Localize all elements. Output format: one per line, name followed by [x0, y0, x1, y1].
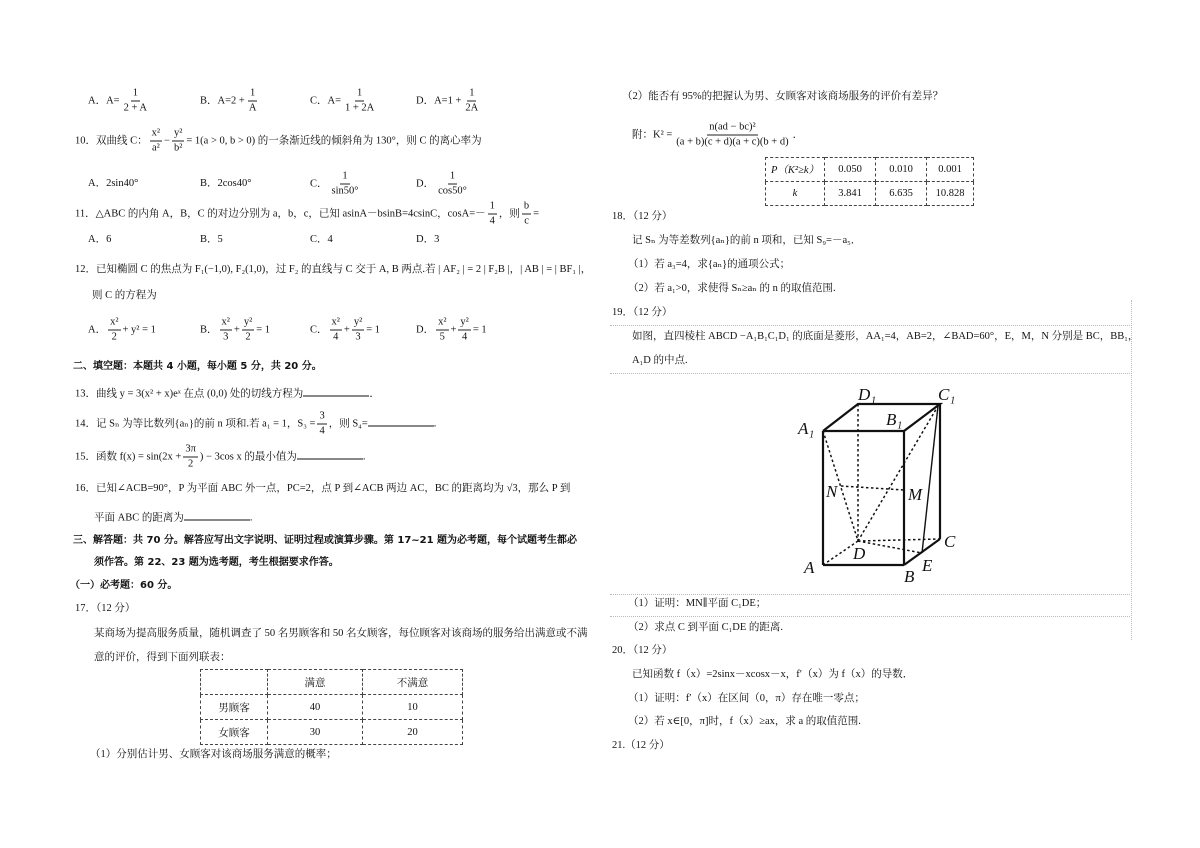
fraction [330, 170, 361, 199]
q18-text [632, 234, 861, 248]
fraction [522, 200, 531, 229]
q10-option-b [200, 177, 251, 191]
text-segment: B．2cos40° [200, 178, 252, 189]
text-segment: 16．已知∠ACB=90°，P 为平面 ABC 外一点，PC=2，点 P 到∠ACB 两边 AC，BC 的距离均为 √3，那么 P 到 [75, 483, 571, 494]
text-segment: 13．曲线 y = 3(x² + x)eˣ 在点 (0,0) 处的切线方程为 [75, 388, 304, 400]
q10-option-a [88, 177, 138, 191]
table-row [766, 182, 974, 206]
text-segment: + [450, 324, 457, 336]
q19-text [632, 330, 1138, 344]
denominator: 2 + A [123, 102, 148, 114]
fraction [172, 127, 184, 156]
text-segment: 12．已知椭圆 C 的焦点为 F₁(−1,0), F₂(1,0)，过 F₂ 的直线与 C 交于 A, B 两点.若 | AF₂ | = 2 | F₂B |，| AB | = | BF₁ |， [75, 264, 592, 275]
q21-heading [612, 739, 670, 753]
text-segment: D．A=1 + [416, 95, 462, 107]
text-segment: + [343, 324, 350, 336]
label-d: D [853, 544, 866, 563]
subsection-required [70, 579, 177, 593]
text-segment: D． [416, 324, 435, 336]
answer-blank[interactable] [303, 385, 369, 397]
text-segment: + [233, 324, 240, 336]
table-cell: 20 [363, 720, 463, 745]
numerator: 3π [183, 443, 198, 458]
fraction [242, 316, 254, 345]
text-segment: 如图，直四棱柱 ABCD −A₁B₁C₁D₁ 的底面是菱形，AA₁=4，AB=2，∠BAD=60°，E，M，N 分别是 BC，BB₁， [632, 331, 1139, 342]
section-3-heading [73, 534, 577, 548]
section-2-heading [73, 360, 322, 374]
text-segment: 11．△ABC 的内角 A，B，C 的对边分别为 a，b，c，已知 asinA－bsinB=4csinC，cosA=－ [75, 208, 486, 220]
numerator: 1 [131, 87, 140, 102]
numerator: 1 [467, 87, 476, 102]
top-face-edges [823, 404, 940, 431]
table-cell: 10.828 [927, 182, 974, 206]
chi-square-formula [632, 121, 803, 150]
label-b: B [904, 567, 915, 586]
text-segment: 17．（12 分） [75, 603, 136, 614]
text-segment: D．3 [416, 234, 440, 245]
q20-part2 [628, 715, 861, 729]
edge-dc [858, 539, 940, 541]
numerator: 1 [448, 170, 457, 185]
text-segment: 已知函数 f（x）=2sinx－xcosx－x，f′（x）为 f（x）的导数． [632, 669, 914, 680]
denominator: b² [173, 142, 183, 154]
text-segment: = 1 [366, 324, 381, 336]
q9-option-a [88, 87, 151, 116]
text-segment: A．6 [88, 234, 112, 245]
text-segment: （2）若 x∈[0，π]时，f（x）≥ax，求 a 的取值范围. [628, 716, 861, 727]
text-segment: = 1(a > 0, b > 0) 的一条渐近线的倾斜角为 130°，则 C 的离心率为 [186, 135, 482, 147]
text-segment: 14．记 Sₙ 为等比数列{aₙ}的前 n 项和.若 a₁ = 1，S₃ = [75, 418, 316, 430]
fraction [436, 170, 469, 199]
text-segment: （2）若 a₁>0，求使得 Sₙ≥aₙ 的 n 的取值范围. [628, 283, 836, 294]
q10-option-d [416, 170, 471, 199]
text-segment: （1）若 a₃=4，求{aₙ}的通项公式； [628, 259, 791, 270]
text-segment: . [362, 451, 366, 463]
q19-heading [612, 306, 672, 320]
q18-part2 [628, 282, 836, 296]
edge-de [858, 541, 922, 553]
contingency-table [200, 669, 463, 745]
q14 [75, 410, 436, 439]
denominator: 4 [333, 331, 339, 343]
text-segment: A．2sin40° [88, 178, 139, 189]
text-segment: = 1 [472, 324, 487, 336]
text-segment: ，则 S₄= [328, 418, 368, 430]
text-segment: A₁D 的中点. [632, 355, 688, 366]
numerator: y² [242, 316, 254, 331]
table-cell: 6.635 [876, 182, 927, 206]
q9-option-c [310, 87, 378, 116]
label-m: M [908, 485, 923, 504]
q13 [75, 385, 380, 402]
numerator: x² [436, 316, 448, 331]
denominator: 4 [489, 215, 495, 227]
text-segment: C．4 [310, 234, 333, 245]
text-segment: 则 C 的方程为 [92, 290, 157, 301]
table-cell: 0.010 [876, 158, 927, 182]
text-segment: （1）证明：MN∥平面 C₁DE； [628, 598, 767, 609]
text-segment: C． [310, 324, 328, 336]
q11-option-d [416, 233, 439, 247]
table-cell: 3.841 [825, 182, 876, 206]
text-segment: 记 Sₙ 为等差数列{aₙ}的前 n 项和，已知 S₉=－a₅． [632, 235, 862, 246]
text-segment: 意的评价，得到下面列联表： [94, 652, 231, 663]
text-segment: 20．（12 分） [612, 645, 673, 656]
text-segment: （1）证明：f′（x）在区间（0，π）存在唯一零点； [628, 693, 865, 704]
answer-blank[interactable] [184, 509, 250, 521]
q9-option-d [416, 87, 482, 116]
text-segment: （2）求点 C 到平面 C₁DE 的距离. [628, 622, 784, 633]
denominator: 4 [319, 425, 325, 437]
fraction [436, 316, 448, 345]
text-segment: − [164, 135, 170, 147]
text-segment: （2）能否有 95%的把握认为男、女顾客对该商场服务的评价有差异？ [622, 91, 944, 102]
fraction [108, 316, 120, 345]
numerator: 3 [317, 410, 326, 425]
fraction [150, 127, 162, 156]
denominator: 2 [245, 331, 251, 343]
segment-mn [841, 486, 904, 490]
numerator: 1 [248, 87, 257, 102]
table-cell: k [766, 182, 825, 206]
fraction [247, 87, 259, 116]
section-3-heading-cont [94, 556, 339, 570]
table-row [201, 695, 463, 720]
text-segment: ) − 3cos x 的最小值为 [199, 451, 297, 463]
fraction [674, 121, 790, 150]
numerator: 1 [488, 200, 497, 215]
table-cell: 满意 [268, 670, 363, 695]
q9-option-b [200, 87, 260, 116]
text-segment: ． [369, 388, 380, 400]
text-segment: 19．（12 分） [612, 307, 673, 318]
text-segment: 10．双曲线 C： [75, 135, 148, 147]
text-segment: （1）分别估计男、女顾客对该商场服务满意的概率； [90, 749, 337, 760]
label-d1: D₁ [858, 385, 877, 404]
numerator: n(ad − bc)² [707, 121, 757, 136]
q18-part1 [628, 258, 790, 272]
text-segment: = [533, 208, 540, 220]
fraction [183, 443, 198, 472]
text-segment: . [433, 418, 437, 430]
numerator: b [522, 200, 531, 215]
numerator: x² [150, 127, 162, 142]
text-segment: 某商场为提高服务质量，随机调查了 50 名男顾客和 50 名女顾客，每位顾客对该商场的服务给出满意或不满 [94, 628, 588, 639]
label-a: A [804, 558, 815, 577]
table-cell: 40 [268, 695, 363, 720]
q12-option-c [310, 316, 380, 345]
q12-option-a [88, 316, 156, 345]
text-segment: 平面 ABC 的距离为 [94, 512, 184, 524]
q17-heading [75, 602, 135, 616]
q12-option-b [200, 316, 270, 345]
text-segment: D． [416, 178, 435, 190]
table-cell [201, 670, 268, 695]
table-header-row [201, 670, 463, 695]
q10-stem [75, 127, 482, 156]
label-b1: B₁ [886, 410, 903, 429]
text-segment: 三、解答题：共 70 分。解答应写出文字说明、证明过程或演算步骤。第 17~21 题为必考题，每个试题考生都必 [73, 535, 578, 546]
table-header-row [766, 158, 974, 182]
table-cell: 0.050 [825, 158, 876, 182]
numerator: y² [458, 316, 470, 331]
text-segment: A． [88, 324, 107, 336]
denominator: (a + b)(c + d)(a + c)(b + d) [676, 136, 789, 148]
table-cell: 不满意 [363, 670, 463, 695]
table-cell: 男顾客 [201, 695, 268, 720]
q12-stem-cont [92, 289, 157, 303]
label-a1: A₁ [798, 419, 815, 438]
fraction [330, 316, 342, 345]
text-segment: 附：K² = [632, 129, 673, 141]
q11-stem [75, 200, 539, 229]
label-c1: C₁ [938, 385, 956, 404]
table-cell: 30 [268, 720, 363, 745]
denominator: a² [151, 142, 160, 154]
numerator: y² [172, 127, 184, 142]
fraction [343, 87, 376, 116]
numerator: y² [352, 316, 364, 331]
label-c: C [944, 532, 956, 551]
q18-heading [612, 210, 672, 224]
q11-option-a [88, 233, 111, 247]
q12-option-d [416, 316, 487, 345]
dotted-divider [1131, 300, 1132, 640]
table-row [201, 720, 463, 745]
text-segment: A．A= [88, 95, 120, 107]
fraction [352, 316, 364, 345]
denominator: 3 [223, 331, 229, 343]
q11-option-b [200, 233, 223, 247]
label-e: E [922, 556, 933, 575]
text-segment: 15．函数 f(x) = sin(2x + [75, 451, 182, 463]
text-segment: B．A=2 + [200, 95, 245, 107]
denominator: 2 [111, 331, 117, 343]
text-segment: 18．（12 分） [612, 211, 673, 222]
text-segment: B． [200, 324, 218, 336]
q17-text [94, 627, 588, 641]
text-segment: 二、填空题：本题共 4 小题，每小题 5 分，共 20 分。 [73, 361, 322, 372]
q19-part1 [628, 597, 766, 611]
q17-part2 [622, 90, 943, 104]
q20-heading [612, 644, 672, 658]
q16 [75, 482, 570, 496]
text-segment: C． [310, 178, 328, 190]
table-cell: 0.001 [927, 158, 974, 182]
dotted-divider [610, 325, 1130, 326]
fraction [488, 200, 497, 229]
text-segment: ，则 [498, 208, 520, 220]
answer-blank[interactable] [297, 447, 363, 459]
denominator: sin50° [331, 185, 359, 197]
hidden-edges [823, 404, 940, 565]
text-segment: C．A= [310, 95, 342, 107]
q20-text [632, 668, 913, 682]
text-segment: . [249, 512, 253, 524]
denominator: 1 + 2A [345, 102, 375, 114]
text-segment: ． [792, 129, 804, 141]
table-cell: P（K²≥k） [766, 158, 825, 182]
dotted-divider [610, 594, 1130, 595]
text-segment: （一）必考题：60 分。 [70, 580, 178, 591]
fraction [122, 87, 149, 116]
critical-value-table [765, 157, 974, 206]
fraction [458, 316, 470, 345]
q15 [75, 443, 365, 472]
fraction [220, 316, 232, 345]
label-n: N [826, 482, 838, 501]
numerator: x² [330, 316, 342, 331]
fraction [317, 410, 326, 439]
denominator: A [248, 102, 257, 114]
text-segment: B．5 [200, 234, 223, 245]
denominator: 2A [465, 102, 479, 114]
q19-part2 [628, 621, 783, 635]
denominator: cos50° [438, 185, 467, 197]
q20-part1 [628, 692, 865, 706]
q16-cont [94, 509, 252, 526]
text-segment: = 1 [256, 324, 271, 336]
q11-option-c [310, 233, 333, 247]
dotted-divider [610, 616, 1130, 617]
denominator: 4 [462, 331, 468, 343]
text-segment: + y² = 1 [122, 324, 156, 336]
numerator: x² [220, 316, 232, 331]
denominator: 2 [188, 458, 194, 470]
numerator: 1 [340, 170, 349, 185]
denominator: c [524, 215, 529, 227]
q10-option-c [310, 170, 362, 199]
table-cell: 女顾客 [201, 720, 268, 745]
denominator: 3 [355, 331, 361, 343]
q12-stem [75, 263, 591, 277]
prism-figure [780, 370, 980, 590]
text-segment: 21.（12 分） [612, 740, 670, 751]
text-segment: 须作答。第 22、23 题为选考题，考生根据要求作答。 [94, 557, 339, 568]
q19-text-cont [632, 354, 688, 368]
numerator: x² [108, 316, 120, 331]
fraction [463, 87, 480, 116]
numerator: 1 [355, 87, 364, 102]
q17-text-cont [94, 651, 231, 665]
denominator: 5 [439, 331, 445, 343]
answer-blank[interactable] [368, 414, 434, 426]
q17-part1 [90, 748, 337, 762]
table-cell: 10 [363, 695, 463, 720]
